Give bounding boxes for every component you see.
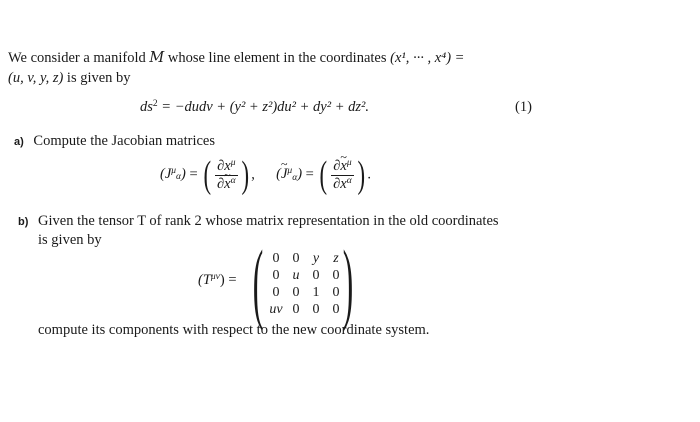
matrix-left-paren: ( [252,233,264,332]
closing-text: compute its components with respect to the new coordinate system. [38,322,430,338]
matrix-cell: 0 [312,268,320,283]
jacobian-equations: $(J^\mu_\alpha)$ = ( $\frac{\partial x^\mu}{\partial\sim x^\alpha}$ ) , (~ $J^\mu_\alpha$) = ( $\frac{\partial\sim x^\mu}{\partial x^\alpha}$ ) . [160,158,371,192]
matrix-row [266,301,346,318]
matrix-cell: 0 [272,285,280,300]
jacobian-fraction-1: $\frac{\partial x^\mu}{\partial\sim x^\alpha}$ [215,159,238,192]
line-element-equation: $ds^2$ = −dudv + (y² + z²)du² + dy² + dz². [140,99,369,115]
coords-uvyz: (u, v, y, z) [8,70,64,86]
intro-line-1 [8,50,464,67]
tensor-matrix [266,250,346,318]
matrix-cell: 0 [292,302,300,317]
equation-body: = −dudv + (y² + z²)du² + dy² + dz². [161,99,369,115]
matrix-cell: 0 [292,285,300,300]
part-b-label: b) [18,216,29,228]
intro-text: We consider a manifold [8,50,146,66]
equation-lhs: ds [140,99,153,115]
matrix-cell: 0 [272,251,280,266]
matrix-row [266,250,346,267]
jacobian-fraction-2: $\frac{\partial\sim x^\mu}{\partial x^\alpha}$ [331,159,354,192]
matrix-right-paren: ) [342,233,354,332]
part-a-text: Compute the Jacobian matrices [33,133,216,149]
matrix-row [266,267,346,284]
equation-number: (1) [515,99,532,115]
matrix-row [266,284,346,301]
manifold-symbol: M [149,50,165,66]
intro-line-2 [8,70,131,87]
matrix-cell: 1 [312,285,320,300]
matrix-cell: z [333,251,339,266]
part-a-label: a) [14,136,24,148]
matrix-cell: u [292,268,300,283]
part-b-line-1 [18,213,499,230]
matrix-cell: 0 [332,302,340,317]
matrix-lhs: $(T^{\mu\nu})$ = [198,272,237,288]
intro-given-by: is given by [66,70,131,86]
matrix-cell: 0 [332,268,340,283]
matrix-cell: 0 [272,268,280,283]
tensor-matrix-table [266,250,346,318]
part-b-line-2: is given by [38,232,102,248]
matrix-cell: 0 [332,285,340,300]
part-b-text: Given the tensor T of rank 2 whose matrix representation in the old coordinates [38,213,499,229]
matrix-cell: 0 [292,251,300,266]
part-a [14,133,215,150]
coords-tuple: (x¹, ··· , x⁴) = [390,50,465,66]
intro-mid-text: whose line element in the coordinates [167,50,387,66]
matrix-cell: 0 [312,302,320,317]
matrix-cell: y [312,251,320,266]
matrix-cell: uv [269,302,283,317]
